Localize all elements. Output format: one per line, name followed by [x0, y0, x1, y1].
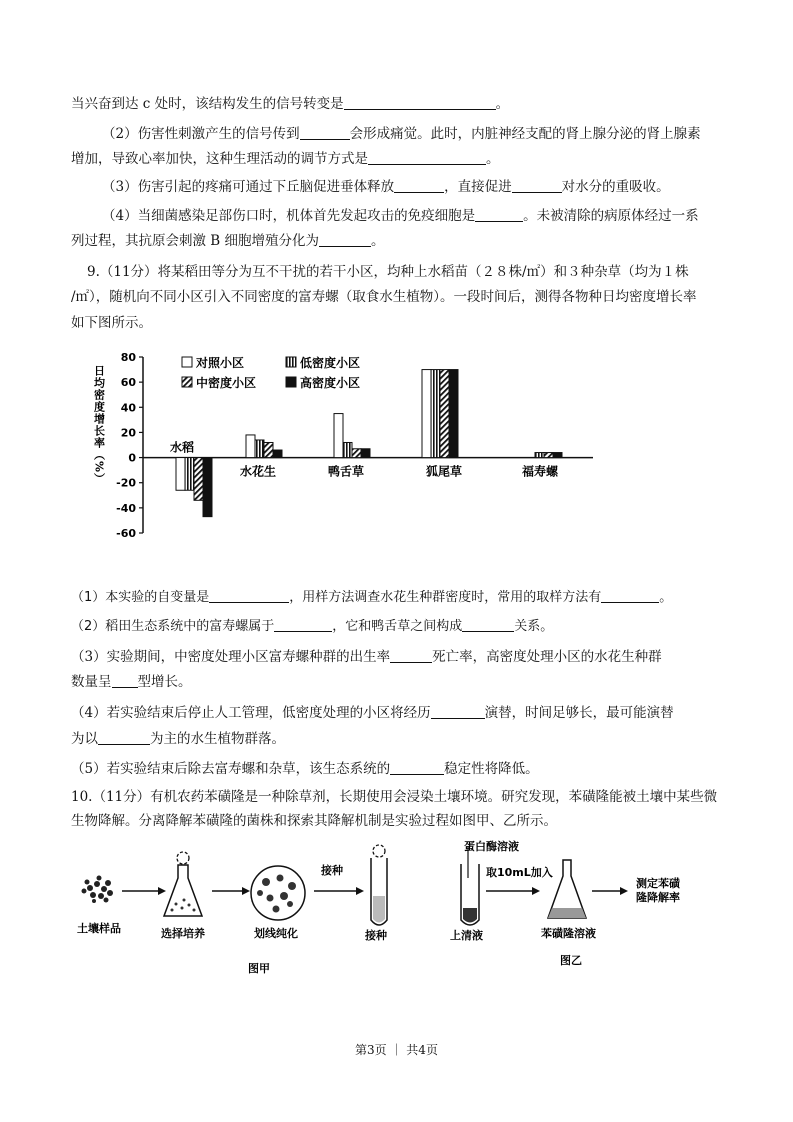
answer-blank[interactable]	[390, 648, 432, 663]
answer-blank[interactable]	[394, 178, 444, 193]
q9-intro-1: 9.（11分）将某稻田等分为互不干扰的若干小区，均种上水稻苗（２８株/㎡）和３种杂草（均为１株	[87, 264, 689, 280]
bar-3-0	[203, 458, 212, 517]
answer-blank[interactable]	[209, 588, 289, 603]
y-tick-label: 80	[120, 351, 136, 364]
supernatant-tube-icon	[461, 846, 479, 925]
answer-blank[interactable]	[462, 617, 514, 632]
label-measure-2: 隆降解率	[636, 891, 680, 904]
legend-label: 高密度小区	[300, 376, 361, 390]
bar-1-0	[185, 458, 194, 491]
legend-swatch	[182, 357, 192, 367]
answer-blank[interactable]	[112, 673, 138, 688]
experiment-figure	[70, 838, 730, 983]
q8-line-6: 列过程，其抗原会刺激 B 细胞增殖分化为 。	[71, 233, 385, 249]
bar-1-1	[255, 440, 264, 458]
legend-swatch	[286, 377, 296, 387]
bar-1-3	[431, 370, 440, 458]
page-footer: 第3页 ｜ 共4页	[355, 1043, 438, 1057]
bar-3-3	[449, 370, 458, 458]
bar-2-0	[194, 458, 203, 501]
answer-blank[interactable]	[344, 95, 496, 110]
q9-intro-3: 如下图所示。	[71, 315, 152, 331]
y-tick-label: 20	[120, 426, 136, 440]
caption-fig-b: 图乙	[560, 954, 582, 967]
q9-sub-1: （1）本实验的自变量是 ，用样方法调查水花生种群密度时，常用的取样方法有 。	[71, 590, 673, 605]
y-tick-label: 0	[128, 451, 136, 465]
label-protease: 蛋白酶溶液	[464, 840, 519, 853]
answer-blank[interactable]	[475, 207, 523, 222]
answer-blank[interactable]	[368, 150, 486, 165]
label-solution: 苯磺隆溶液	[541, 927, 596, 940]
legend-label: 中密度小区	[196, 376, 257, 390]
category-label: 福寿螺	[522, 464, 559, 479]
q8-line-1: 当兴奋到达 c 处时，该结构发生的信号转变是 。	[71, 96, 510, 112]
bar-0-3	[422, 370, 431, 458]
answer-blank[interactable]	[390, 760, 444, 775]
label-culture: 接种	[365, 929, 387, 942]
arrow-icon	[532, 887, 540, 895]
q10-intro-1: 10.（11分）有机农药苯磺隆是一种除草剂，长期使用会浸染土壤环境。研究发现，苯磺隆能被土壤中某些微	[71, 789, 718, 805]
q9-intro-2: /㎡），随机向不同小区引入不同密度的富寿螺（取食水生植物）。一段时间后，测得各物种日均密度增长率	[71, 289, 697, 305]
category-label: 水花生	[240, 464, 277, 479]
arrow-icon	[356, 887, 364, 895]
answer-blank[interactable]	[601, 588, 659, 603]
arrow-icon	[158, 887, 166, 895]
answer-blank[interactable]	[431, 704, 485, 719]
category-label: 鸭舌草	[328, 464, 365, 479]
label-soil: 土壤样品	[77, 922, 121, 935]
bar-chart	[88, 345, 608, 560]
bar-0-0	[176, 458, 185, 491]
label-supernatant: 上清液	[450, 929, 483, 942]
category-label: 水稻	[170, 440, 195, 455]
bar-2-2	[352, 449, 361, 458]
test-tube-icon	[371, 845, 387, 925]
label-measure-1: 测定苯磺	[636, 877, 680, 890]
bar-0-2	[334, 414, 343, 458]
label-inoculate: 接种	[321, 864, 343, 877]
bar-0-1	[246, 435, 255, 458]
q9-sub-3b: 数量呈 型增长。	[71, 674, 192, 690]
q9-sub-4: （4）若实验结束后停止人工管理，低密度处理的小区将经历 演替，时间足够长，最可能演替	[71, 705, 674, 721]
bar-2-4	[544, 453, 553, 458]
answer-blank[interactable]	[274, 617, 332, 632]
q8-line-2: （2）伤害性刺激产生的信号传到 会形成痛觉。此时，内脏神经支配的肾上腺分泌的肾上腺素	[102, 126, 701, 142]
q8-line-5: （4）当细菌感染足部伤口时，机体首先发起攻击的免疫细胞是 。未被清除的病原体经过一系	[102, 208, 699, 224]
y-tick-label: 40	[120, 401, 136, 415]
conical-flask-icon	[548, 860, 586, 918]
answer-blank[interactable]	[319, 232, 371, 247]
bar-3-4	[553, 453, 562, 458]
bar-3-2	[361, 449, 370, 458]
bar-2-3	[440, 370, 449, 458]
bar-1-2	[343, 442, 352, 457]
q9-sub-4b: 为以 为主的水生植物群落。	[71, 731, 285, 747]
q8-line-4: （3）伤害引起的疼痛可通过下丘脑促进垂体释放 ，直接促进 对水分的重吸收。	[102, 179, 670, 195]
q9-sub-5: （5）若实验结束后除去富寿螺和杂草，该生态系统的 稳定性将降低。	[71, 761, 539, 777]
y-tick-label: 60	[120, 376, 136, 390]
caption-fig-a: 图甲	[248, 962, 270, 975]
bar-2-1	[264, 442, 273, 457]
q9-sub-2: （2）稻田生态系统中的富寿螺属于 ，它和鸭舌草之间构成 关系。	[71, 619, 554, 634]
legend-swatch	[286, 357, 296, 367]
legend-swatch	[182, 377, 192, 387]
soil-sample-icon	[82, 876, 114, 904]
q9-sub-3: （3）实验期间，中密度处理小区富寿螺种群的出生率 死亡率，高密度处理小区的水花生种群	[71, 649, 662, 665]
bar-3-1	[273, 450, 282, 458]
y-axis-title: 日均密度增长率（%）	[92, 365, 106, 486]
answer-blank[interactable]	[512, 178, 562, 193]
label-select: 选择培养	[161, 927, 205, 940]
y-tick-label: -40	[116, 501, 136, 515]
arrow-icon	[620, 887, 628, 895]
conical-flask-icon	[164, 852, 202, 916]
answer-blank[interactable]	[300, 125, 350, 140]
legend-label: 对照小区	[196, 356, 245, 370]
category-label: 狐尾草	[426, 464, 463, 479]
legend-label: 低密度小区	[300, 356, 361, 370]
label-streak: 划线纯化	[254, 927, 298, 940]
answer-blank[interactable]	[98, 730, 150, 745]
q10-intro-2: 生物降解。分离降解苯磺隆的菌株和探索其降解机制是实验过程如图甲、乙所示。	[71, 813, 557, 829]
arrow-icon	[242, 887, 250, 895]
bar-1-4	[535, 453, 544, 458]
y-tick-label: -60	[116, 527, 136, 540]
q8-line-3: 增加，导致心率加快，这种生理活动的调节方式是 。	[71, 151, 500, 167]
label-take: 取10mL加入	[486, 866, 553, 879]
petri-dish-icon	[251, 866, 305, 920]
y-tick-label: -20	[116, 476, 136, 490]
